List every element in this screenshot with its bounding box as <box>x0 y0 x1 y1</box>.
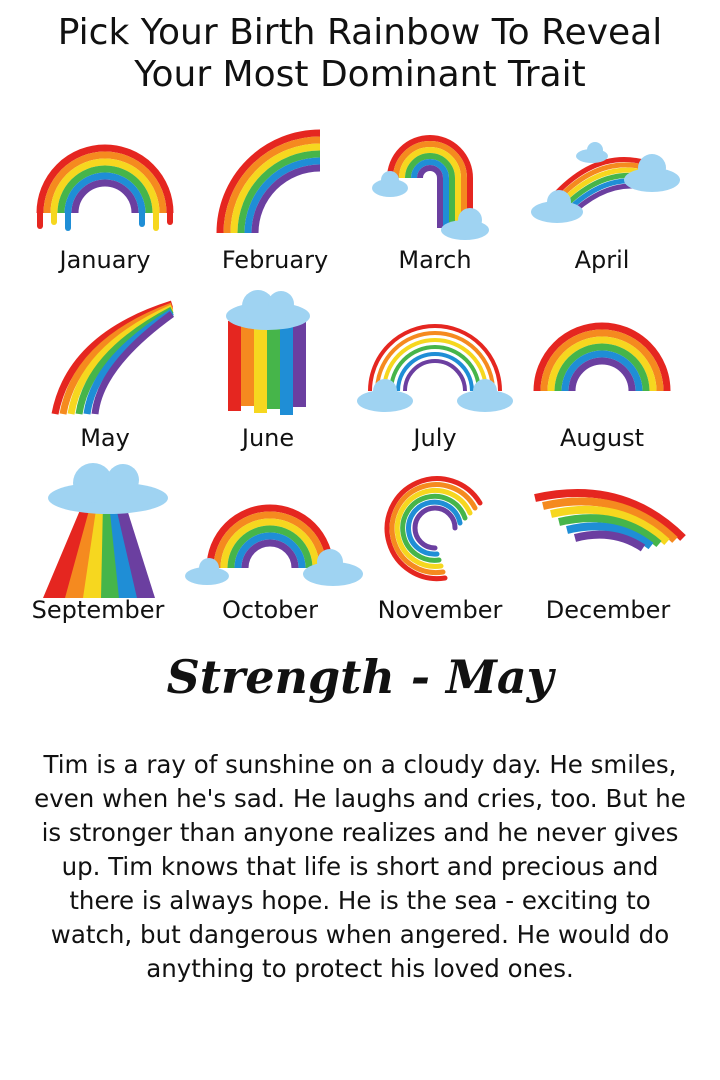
month-card-july[interactable] <box>345 296 525 476</box>
rainbow-cloud-stripes-icon <box>193 296 343 416</box>
rainbow-arch-clouds-icon <box>195 468 345 588</box>
rainbow-hook-cloud-icon <box>360 118 510 238</box>
result-heading: Strength - May <box>166 650 554 704</box>
month-label: January <box>59 246 151 274</box>
rainbow-fan-icon <box>533 468 683 588</box>
month-card-october[interactable] <box>180 468 360 648</box>
rainbow-curved-streak-icon <box>30 296 180 416</box>
month-card-august[interactable] <box>512 296 692 476</box>
month-label: February <box>221 246 329 274</box>
rainbow-dripping-icon <box>30 118 180 238</box>
month-card-september[interactable] <box>8 468 188 648</box>
month-card-february[interactable] <box>185 118 365 298</box>
month-card-june[interactable] <box>178 296 358 476</box>
result-description: Tim is a ray of sunshine on a cloudy day. He smiles, even when he's sad. He laughs and cries, too. But he is stronger than anyone realizes and he never gives up. Tim knows that life is short and precious and there is always hope. He is the sea - exciting to watch, but dangerous when angered. He would do anything to protect his loved ones. <box>34 750 686 983</box>
rainbow-quarter-arc-icon <box>200 118 350 238</box>
rainbow-arch-icon <box>527 296 677 416</box>
month-label: June <box>241 424 295 452</box>
month-label: December <box>545 596 671 624</box>
rainbow-striped-arch-icon <box>360 296 510 416</box>
month-label: July <box>413 424 457 452</box>
page-title <box>0 12 720 96</box>
month-label: August <box>560 424 644 452</box>
month-card-march[interactable] <box>345 118 525 298</box>
title-line-1: Pick Your Birth Rainbow To Reveal <box>57 12 663 53</box>
month-label: October <box>221 596 319 624</box>
month-label: May <box>80 424 130 452</box>
month-card-may[interactable] <box>15 296 195 476</box>
month-label: November <box>377 596 503 624</box>
month-label: September <box>31 596 165 624</box>
rainbow-spiral-icon <box>365 468 515 588</box>
rainbow-cloud-column-icon <box>23 468 173 588</box>
month-card-january[interactable] <box>15 118 195 298</box>
month-card-december[interactable] <box>518 468 698 648</box>
month-label: March <box>398 246 472 274</box>
month-card-november[interactable] <box>350 468 530 648</box>
title-line-2: Your Most Dominant Trait <box>134 54 586 95</box>
month-label: April <box>574 246 630 274</box>
month-card-april[interactable] <box>512 118 692 298</box>
rainbow-clouds-icon <box>527 118 677 238</box>
